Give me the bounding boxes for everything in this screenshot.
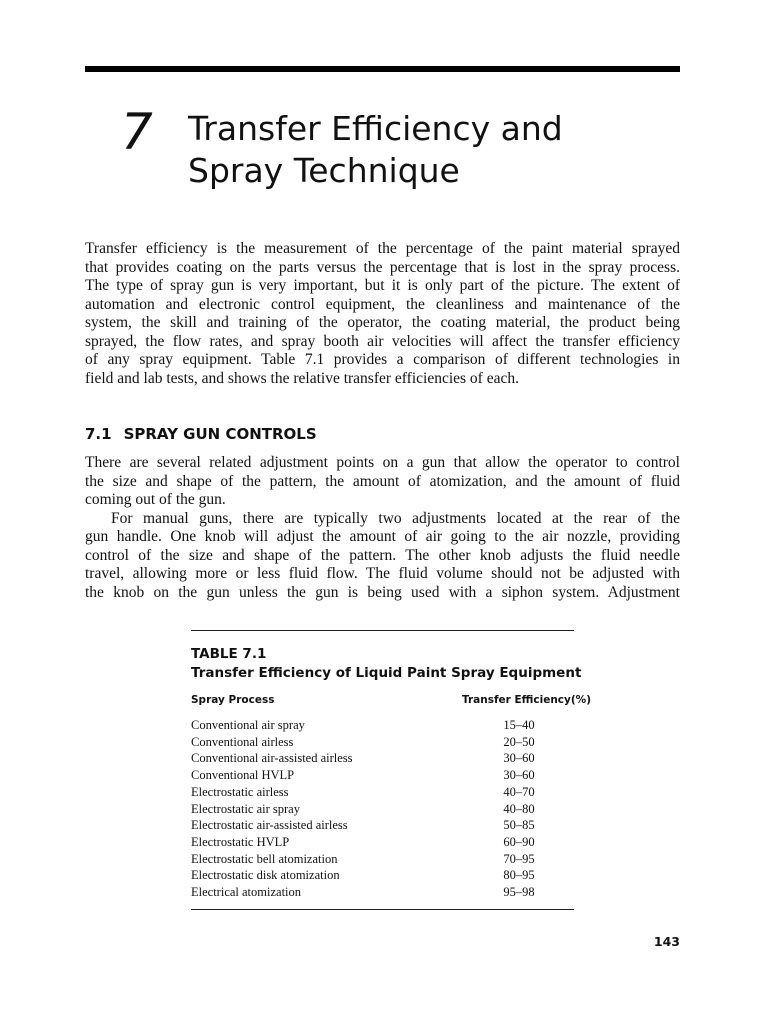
- intro-line: that provides coating on the parts versus the percentage that is lost in the spray process.: [85, 258, 680, 276]
- table-cell-process: Conventional airless: [191, 734, 294, 749]
- intro-line: system, the skill and training of the operator, the coating material, the product being: [85, 314, 680, 331]
- table-row: [191, 851, 574, 868]
- intro-paragraph: [85, 240, 680, 388]
- table-cell-process: Conventional air-assisted airless: [191, 751, 353, 766]
- table-cell-efficiency: 70–95: [503, 851, 535, 866]
- table-cell-efficiency: 15–40: [503, 718, 535, 732]
- table-cell-efficiency: 40–70: [503, 784, 535, 799]
- page-number: 143: [653, 934, 680, 949]
- table-cell-process: Electrostatic bell atomization: [191, 851, 338, 866]
- table-cell-process: Electrical atomization: [191, 885, 302, 900]
- table-cell-process: Conventional air spray: [191, 718, 305, 732]
- section-line: the size and shape of the pattern, the amount of atomization, and the amount of fluid: [85, 472, 680, 490]
- table-cell-process: Electrostatic air spray: [191, 801, 300, 816]
- intro-line: sprayed, the flow rates, and spray booth air velocities will affect the transfer efficiency: [85, 332, 680, 350]
- chapter-title-line-2: Spray Technique: [188, 151, 460, 190]
- section-body: [85, 454, 680, 602]
- table-body: [191, 717, 574, 901]
- table-cell-efficiency: 50–85: [503, 818, 535, 833]
- intro-line: The type of spray gun is very important, but it is only part of the picture. The extent of: [85, 277, 680, 294]
- table-cell-process: Electrostatic air-assisted airless: [191, 818, 348, 833]
- table-row: [191, 867, 574, 884]
- intro-line: automation and electronic control equipment, the cleanliness and maintenance of the: [85, 295, 680, 313]
- table-cell-efficiency: 80–95: [503, 868, 535, 883]
- table-header-process: Spray Process: [191, 694, 275, 706]
- intro-line: Transfer efficiency is the measurement of the percentage of the paint material sprayed: [85, 240, 680, 257]
- table-header-row: [191, 693, 591, 707]
- table-cell-efficiency: 30–60: [503, 751, 535, 766]
- table-cell-process: Electrostatic disk atomization: [191, 868, 340, 883]
- table-top-rule: [191, 630, 574, 631]
- table-caption: Transfer Efficiency of Liquid Paint Spray Equipment: [191, 665, 582, 681]
- section-line: the knob on the gun unless the gun is being used with a siphon system. Adjustment: [85, 583, 680, 601]
- table-row: [191, 834, 574, 851]
- section-number: 7.1: [85, 425, 112, 443]
- table-row: [191, 734, 574, 751]
- table-row: [191, 767, 574, 784]
- table-cell-efficiency: 30–60: [503, 768, 535, 783]
- chapter-number: 7: [121, 103, 153, 161]
- chapter-top-rule: [85, 66, 680, 72]
- section-line: coming out of the gun.: [85, 491, 226, 508]
- section-heading: [85, 424, 317, 444]
- table-cell-process: Electrostatic HVLP: [191, 834, 290, 849]
- table-label: TABLE 7.1: [191, 646, 267, 662]
- chapter-title: [188, 108, 563, 192]
- table-bottom-rule: [191, 909, 574, 910]
- section-line: control of the size and shape of the pattern. The other knob adjusts the fluid needle: [85, 546, 680, 564]
- section-line: travel, allowing more or less fluid flow. The fluid volume should not be adjusted with: [85, 565, 680, 582]
- table-cell-efficiency: 20–50: [503, 734, 535, 749]
- section-title: SPRAY GUN CONTROLS: [123, 425, 317, 443]
- table-cell-process: Electrostatic airless: [191, 784, 289, 799]
- section-line: There are several related adjustment points on a gun that allow the operator to control: [85, 454, 680, 471]
- table-row: [191, 750, 574, 767]
- table-row: [191, 817, 574, 834]
- section-line: gun handle. One knob will adjust the amount of air going to the air nozzle, providing: [85, 528, 680, 545]
- table-7-1: [191, 630, 591, 910]
- intro-line: field and lab tests, and shows the relative transfer efficiencies of each.: [85, 369, 519, 387]
- chapter-title-line-1: Transfer Efficiency and: [188, 109, 563, 148]
- table-row: [191, 801, 574, 818]
- table-row: [191, 717, 574, 734]
- table-cell-process: Conventional HVLP: [191, 768, 295, 783]
- intro-line: of any spray equipment. Table 7.1 provides a comparison of different technologies in: [85, 351, 680, 368]
- table-cell-efficiency: 95–98: [503, 885, 535, 900]
- table-header-efficiency: Transfer Efficiency(%): [461, 694, 591, 706]
- section-line: For manual guns, there are typically two adjustments located at the rear of the: [111, 509, 680, 527]
- table-cell-efficiency: 40–80: [503, 801, 535, 816]
- table-cell-efficiency: 60–90: [503, 834, 535, 849]
- table-row: [191, 884, 574, 901]
- table-row: [191, 784, 574, 801]
